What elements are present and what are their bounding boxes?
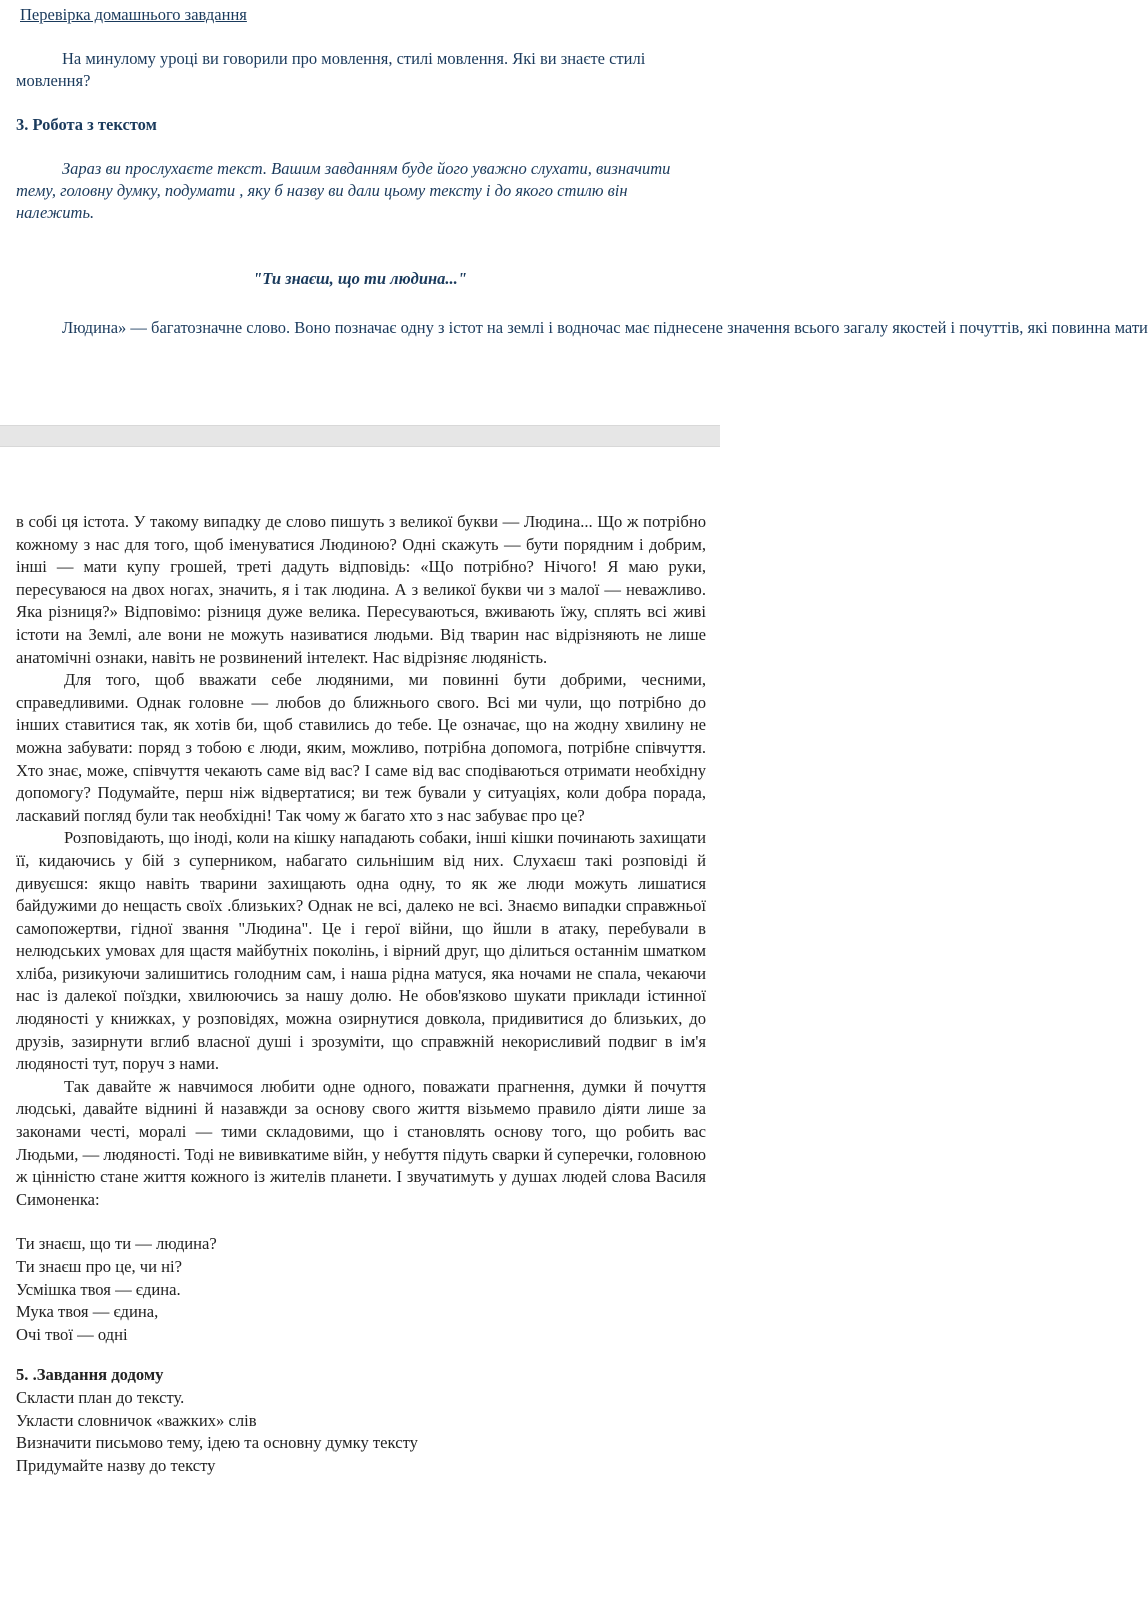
homework-list [16, 1387, 706, 1477]
text-start-content: Людина» — багатозначне слово. Воно позначає одну з істот на землі і водночас має піднесене значення всього загалу якостей і почуттів, які повинна мати [62, 318, 1148, 337]
task-description: Зараз ви прослухаєте текст. Вашим завданням буде його уважно слухати, визначити тему, головну думку, подумати , яку б назву ви дали цьому тексту і до якого стилю він належить. [16, 159, 671, 222]
poem-line: Ти знаєш, що ти — людина? [16, 1234, 217, 1254]
intro-question: На минулому уроці ви говорили про мовлення, стилі мовлення. Які ви знаєте стилі мовлення? [16, 49, 646, 90]
poem-line: Усмішка твоя — єдина. [16, 1279, 181, 1299]
page-two [0, 447, 720, 1600]
homework-item: Укласти словничок «важких» слів [16, 1410, 257, 1430]
text-title: "Ти знаєш, що ти людина..." [253, 269, 467, 288]
page-one [0, 0, 1148, 425]
homework-item: Визначити письмово тему, ідею та основну думку тексту [16, 1433, 418, 1453]
homework-item: Придумайте назву до тексту [16, 1455, 216, 1475]
poem [16, 1233, 706, 1346]
homework-item: Скласти план до тексту. [16, 1387, 185, 1407]
page-divider [0, 425, 720, 447]
homework-check-heading: Перевірка домашнього завдання [20, 5, 247, 24]
paragraph-3: Розповідають, що іноді, коли на кішку нападають собаки, інші кішки починають захищати її, кидаючись у бій з суперником, набагато сильнішим від них. Слухаєш такі розповіді й дивуєшся: якщо навіть тварини захищають одна одну, то як же люди можуть лишатися байдужими до нещасть своїх .близьких? Однак не всі, далеко не всі. Знаємо випадки справжньої самопожертви, гідної звання "Людина". Це і герої війни, що йшли в атаку, перебували в нелюдських умовах для щастя майбутніх поколінь, і вірний друг, що ділиться останнім шматком хліба, ризикуючи залишитись голодним сам, і наша рідна матуся, яка ночами не спала, чекаючи нас із далекої поїздки, хвилюючись за нашу долю. Не обов'язково шукати приклади істинної людяності у книжках, у розповідях, можна озирнутися довкола, придивитися до близьких, до друзів, зазирнути вглиб власної душі і зрозуміти, що справжній некорисливий подвиг в ім'я людяності тут, поруч з нами. [16, 828, 706, 1074]
poem-line: Мука твоя — єдина, [16, 1302, 159, 1322]
main-text [16, 511, 706, 1477]
homework-heading: 5. .Завдання додому [16, 1365, 164, 1385]
poem-line: Очі твої — одні [16, 1324, 128, 1344]
paragraph-4: Так давайте ж навчимося любити одне одного, поважати прагнення, думки й почуття людські, давайте віднині й назавжди за основу свого життя візьмемо правило діяти лише за законами честі, моралі — тими складовими, що і становлять основу того, що робить вас Людьми, — людяності. Тоді не вививкатиме війн, у небуття підуть сварки й суперечки, головною ж цінністю стане життя кожного із жителів планети. І звучатимуть у душах людей слова Василя Симоненка: [16, 1076, 706, 1209]
paragraph-1: в собі ця істота. У такому випадку де слово пишуть з великої букви — Людина... Що ж потрібно кожному з нас для того, щоб іменуватися Людиною? Одні скажуть — бути порядним і добрим, інші — мати купу грошей, треті дадуть відповідь: «Що потрібно? Нічого! Я маю руки, пересуваюся на двох ногах, значить, я і так людина. А з великої букви чи з малої — неважливо. Яка різниця?» Відповімо: різниця дуже велика. Пересуваються, вживають їжу, сплять всі живі істоти на Землі, але вони не можуть називатися людьми. Від тварин нас відрізняють не лише анатомічні ознаки, навіть не розвинений інтелект. Нас відрізняє людяність. [16, 512, 706, 667]
paragraph-2: Для того, щоб вважати себе людяними, ми повинні бути добрими, чесними, справедливими. Однак головне — любов до ближнього свого. Всі ми чули, що потрібно до інших ставитися так, як хотів би, щоб ставились до тебе. Це означає, що на жодну хвилину не можна забувати: поряд з тобою є люди, яким, можливо, потрібна допомога, потрібне співчуття. Хто знає, може, співчуття чекають саме від вас? І саме від вас сподіваються отримати необхідну допомогу? Подумайте, перш ніж відвертатися; ви теж бували у ситуаціях, коли добра порада, ласкавий погляд були так необхідні! Так чому ж багато хто з нас забуває про це? [16, 670, 706, 825]
section-3-heading: 3. Робота з текстом [16, 115, 157, 134]
text-start [16, 317, 1148, 339]
poem-line: Ти знаєш про це, чи ні? [16, 1257, 182, 1276]
